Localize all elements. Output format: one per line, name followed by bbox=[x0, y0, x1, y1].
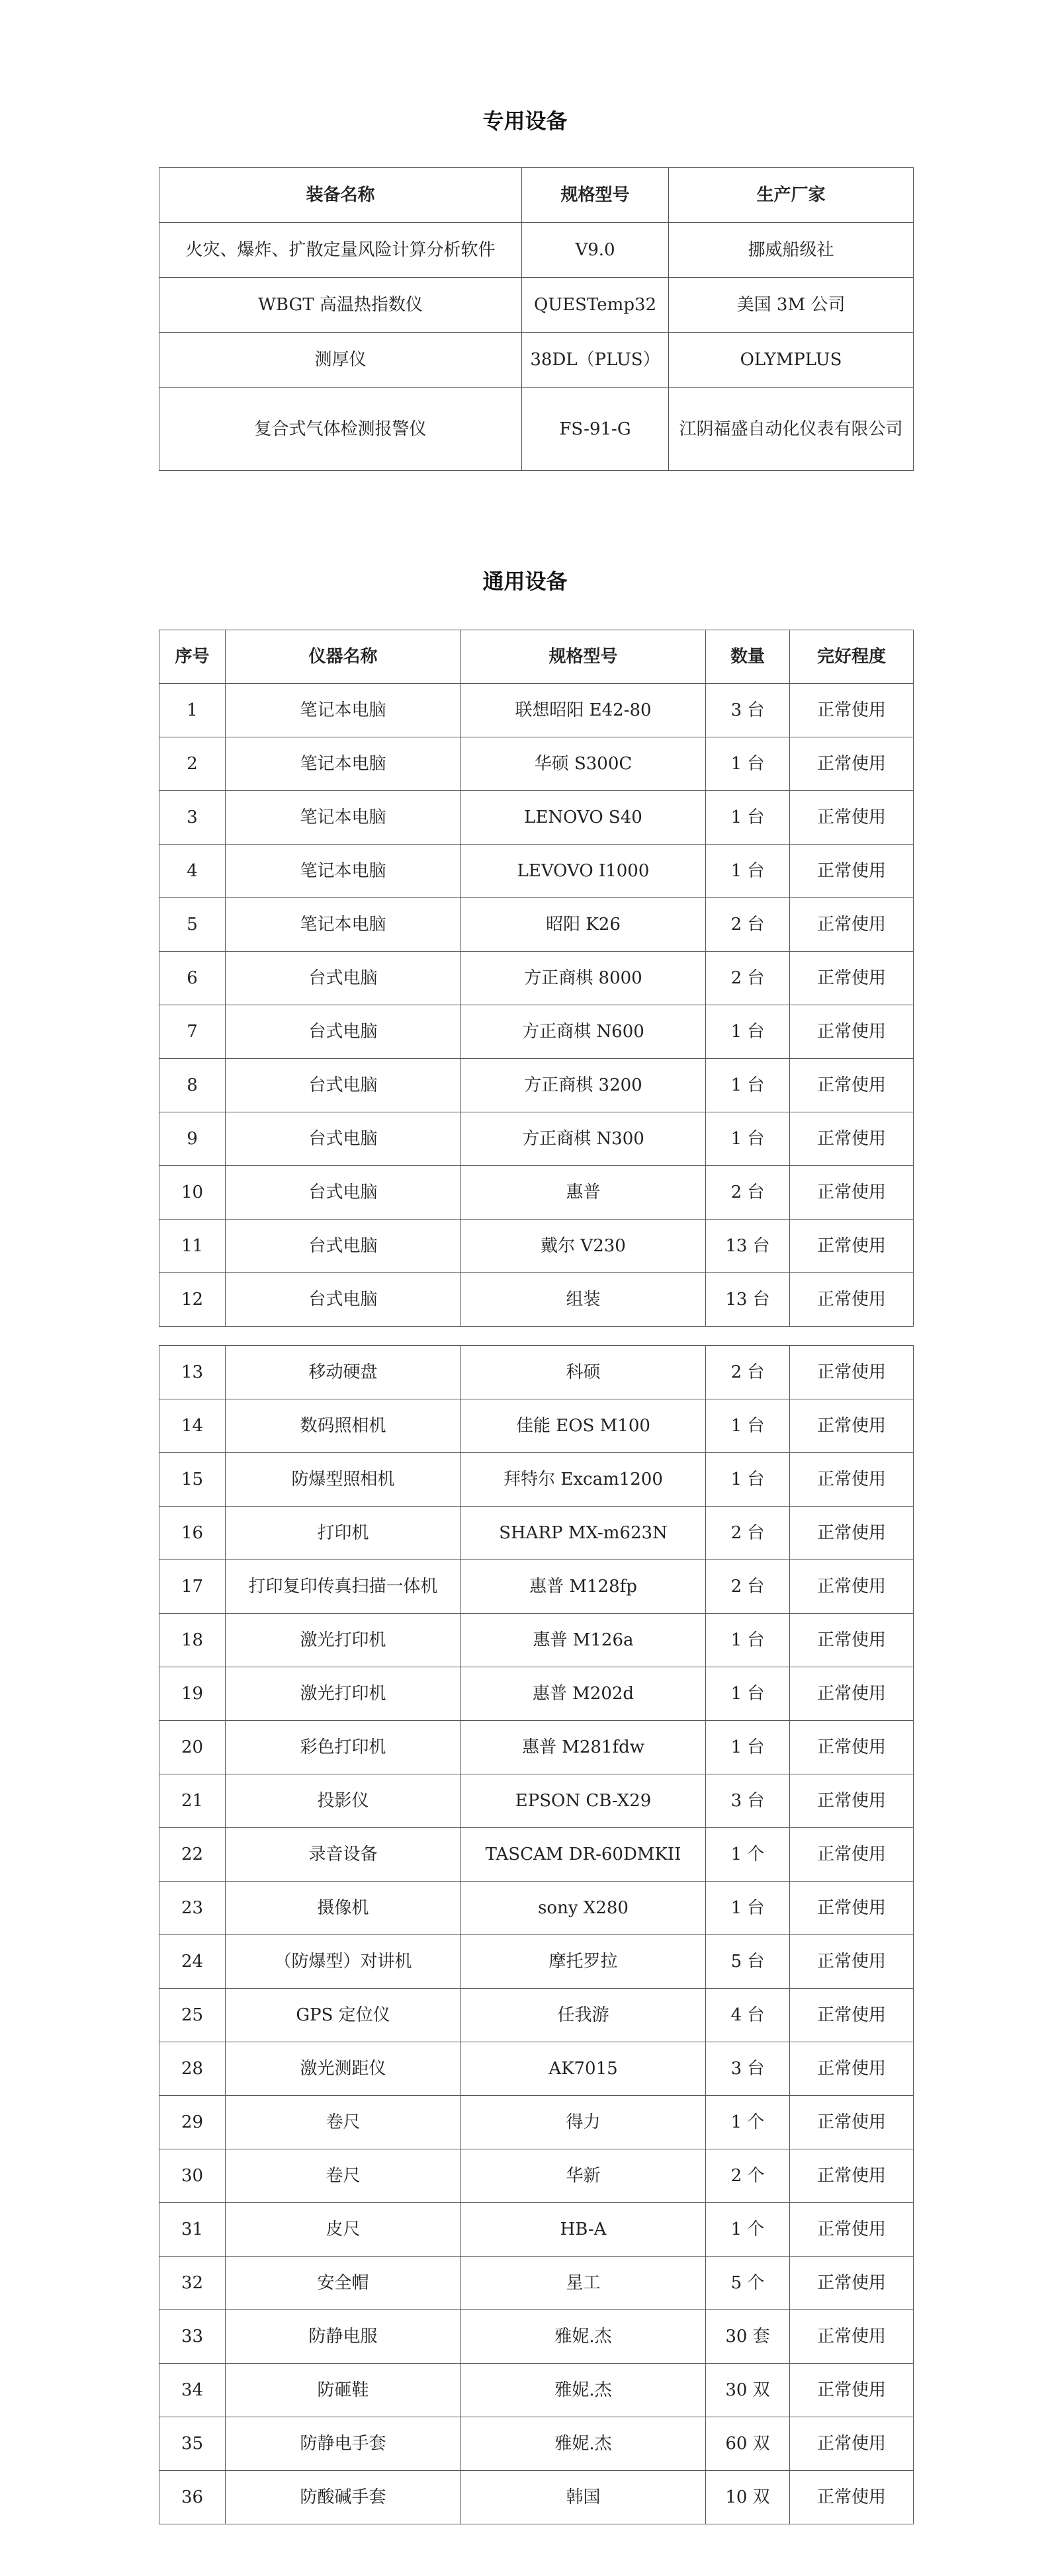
table-row bbox=[159, 1560, 914, 1614]
table-row bbox=[159, 278, 914, 333]
instrument-name-cell: GPS 定位仪 bbox=[226, 1989, 461, 2042]
column-header: 仪器名称 bbox=[226, 630, 461, 684]
index-cell: 23 bbox=[159, 1882, 226, 1935]
table-row bbox=[159, 223, 914, 278]
index-cell: 25 bbox=[159, 1989, 226, 2042]
table-row bbox=[159, 2149, 914, 2203]
condition-cell: 正常使用 bbox=[790, 898, 914, 952]
table-row bbox=[159, 388, 914, 471]
model-cell: 华硕 S300C bbox=[461, 737, 706, 791]
quantity-cell: 1 台 bbox=[706, 1882, 790, 1935]
model-cell: 韩国 bbox=[461, 2471, 706, 2524]
table-row bbox=[159, 952, 914, 1005]
quantity-cell: 13 台 bbox=[706, 1220, 790, 1273]
instrument-name-cell: 皮尺 bbox=[226, 2203, 461, 2257]
index-cell: 29 bbox=[159, 2096, 226, 2149]
table-row bbox=[159, 1774, 914, 1828]
model-cell: EPSON CB-X29 bbox=[461, 1774, 706, 1828]
condition-cell: 正常使用 bbox=[790, 952, 914, 1005]
table-row bbox=[159, 845, 914, 898]
quantity-cell: 1 台 bbox=[706, 1453, 790, 1507]
condition-cell: 正常使用 bbox=[790, 1005, 914, 1059]
model-cell: 组装 bbox=[461, 1273, 706, 1327]
condition-cell: 正常使用 bbox=[790, 1166, 914, 1220]
table-row bbox=[159, 1667, 914, 1721]
index-cell: 6 bbox=[159, 952, 226, 1005]
instrument-name-cell: 笔记本电脑 bbox=[226, 737, 461, 791]
model-cell: HB-A bbox=[461, 2203, 706, 2257]
general-equipment-title: 通用设备 bbox=[482, 569, 568, 594]
condition-cell: 正常使用 bbox=[790, 1399, 914, 1453]
table-header-row bbox=[159, 630, 914, 684]
index-cell: 35 bbox=[159, 2417, 226, 2471]
condition-cell: 正常使用 bbox=[790, 1935, 914, 1989]
model-cell: FS-91-G bbox=[522, 388, 669, 471]
index-cell: 14 bbox=[159, 1399, 226, 1453]
instrument-name-cell: 台式电脑 bbox=[226, 1220, 461, 1273]
equipment-name-cell: 复合式气体检测报警仪 bbox=[159, 388, 522, 471]
model-cell: 戴尔 V230 bbox=[461, 1220, 706, 1273]
model-cell: 任我游 bbox=[461, 1989, 706, 2042]
index-cell: 36 bbox=[159, 2471, 226, 2524]
model-cell: 雅妮.杰 bbox=[461, 2364, 706, 2417]
general-equipment-table-continued bbox=[159, 1345, 914, 2524]
quantity-cell: 1 台 bbox=[706, 791, 790, 845]
index-cell: 24 bbox=[159, 1935, 226, 1989]
table-row bbox=[159, 1989, 914, 2042]
condition-cell: 正常使用 bbox=[790, 1828, 914, 1882]
table-row bbox=[159, 1166, 914, 1220]
index-cell: 34 bbox=[159, 2364, 226, 2417]
special-equipment-table bbox=[159, 167, 914, 471]
condition-cell: 正常使用 bbox=[790, 1220, 914, 1273]
column-header: 装备名称 bbox=[159, 168, 522, 223]
table-row bbox=[159, 684, 914, 737]
instrument-name-cell: 笔记本电脑 bbox=[226, 898, 461, 952]
condition-cell: 正常使用 bbox=[790, 1273, 914, 1327]
general-equipment-table bbox=[159, 630, 914, 1327]
condition-cell: 正常使用 bbox=[790, 2364, 914, 2417]
index-cell: 16 bbox=[159, 1507, 226, 1560]
instrument-name-cell: 激光打印机 bbox=[226, 1614, 461, 1667]
quantity-cell: 1 台 bbox=[706, 1614, 790, 1667]
condition-cell: 正常使用 bbox=[790, 2471, 914, 2524]
index-cell: 15 bbox=[159, 1453, 226, 1507]
column-header: 序号 bbox=[159, 630, 226, 684]
manufacturer-cell: 江阴福盛自动化仪表有限公司 bbox=[669, 388, 914, 471]
model-cell: 科硕 bbox=[461, 1346, 706, 1399]
condition-cell: 正常使用 bbox=[790, 1882, 914, 1935]
index-cell: 7 bbox=[159, 1005, 226, 1059]
table-row bbox=[159, 737, 914, 791]
table-row bbox=[159, 1399, 914, 1453]
quantity-cell: 60 双 bbox=[706, 2417, 790, 2471]
model-cell: AK7015 bbox=[461, 2042, 706, 2096]
table-row bbox=[159, 2364, 914, 2417]
table-row bbox=[159, 2042, 914, 2096]
model-cell: V9.0 bbox=[522, 223, 669, 278]
column-header: 规格型号 bbox=[461, 630, 706, 684]
quantity-cell: 1 台 bbox=[706, 1721, 790, 1774]
index-cell: 3 bbox=[159, 791, 226, 845]
column-header: 规格型号 bbox=[522, 168, 669, 223]
table-row bbox=[159, 2203, 914, 2257]
condition-cell: 正常使用 bbox=[790, 1560, 914, 1614]
condition-cell: 正常使用 bbox=[790, 2149, 914, 2203]
column-header: 完好程度 bbox=[790, 630, 914, 684]
condition-cell: 正常使用 bbox=[790, 1346, 914, 1399]
table-row bbox=[159, 1005, 914, 1059]
model-cell: SHARP MX-m623N bbox=[461, 1507, 706, 1560]
condition-cell: 正常使用 bbox=[790, 2417, 914, 2471]
model-cell: 方正商棋 N600 bbox=[461, 1005, 706, 1059]
index-cell: 1 bbox=[159, 684, 226, 737]
table-row bbox=[159, 1882, 914, 1935]
index-cell: 17 bbox=[159, 1560, 226, 1614]
quantity-cell: 4 台 bbox=[706, 1989, 790, 2042]
instrument-name-cell: 防静电手套 bbox=[226, 2417, 461, 2471]
model-cell: TASCAM DR-60DMKII bbox=[461, 1828, 706, 1882]
condition-cell: 正常使用 bbox=[790, 2257, 914, 2310]
table-row bbox=[159, 2417, 914, 2471]
quantity-cell: 1 台 bbox=[706, 1005, 790, 1059]
instrument-name-cell: 卷尺 bbox=[226, 2096, 461, 2149]
table-row bbox=[159, 2471, 914, 2524]
condition-cell: 正常使用 bbox=[790, 1614, 914, 1667]
index-cell: 21 bbox=[159, 1774, 226, 1828]
model-cell: 惠普 M202d bbox=[461, 1667, 706, 1721]
quantity-cell: 5 台 bbox=[706, 1935, 790, 1989]
instrument-name-cell: 打印机 bbox=[226, 1507, 461, 1560]
table-row bbox=[159, 1507, 914, 1560]
instrument-name-cell: 防砸鞋 bbox=[226, 2364, 461, 2417]
table-row bbox=[159, 898, 914, 952]
index-cell: 5 bbox=[159, 898, 226, 952]
index-cell: 12 bbox=[159, 1273, 226, 1327]
instrument-name-cell: 台式电脑 bbox=[226, 1273, 461, 1327]
instrument-name-cell: 安全帽 bbox=[226, 2257, 461, 2310]
table-row bbox=[159, 1112, 914, 1166]
table-row bbox=[159, 1220, 914, 1273]
quantity-cell: 13 台 bbox=[706, 1273, 790, 1327]
table-row bbox=[159, 1346, 914, 1399]
quantity-cell: 3 台 bbox=[706, 1774, 790, 1828]
column-header: 生产厂家 bbox=[669, 168, 914, 223]
instrument-name-cell: 摄像机 bbox=[226, 1882, 461, 1935]
index-cell: 10 bbox=[159, 1166, 226, 1220]
condition-cell: 正常使用 bbox=[790, 791, 914, 845]
index-cell: 32 bbox=[159, 2257, 226, 2310]
condition-cell: 正常使用 bbox=[790, 1059, 914, 1112]
quantity-cell: 10 双 bbox=[706, 2471, 790, 2524]
instrument-name-cell: 台式电脑 bbox=[226, 1166, 461, 1220]
condition-cell: 正常使用 bbox=[790, 1507, 914, 1560]
condition-cell: 正常使用 bbox=[790, 737, 914, 791]
manufacturer-cell: OLYMPLUS bbox=[669, 333, 914, 388]
model-cell: LENOVO S40 bbox=[461, 791, 706, 845]
equipment-name-cell: 测厚仪 bbox=[159, 333, 522, 388]
instrument-name-cell: 彩色打印机 bbox=[226, 1721, 461, 1774]
table-row bbox=[159, 2310, 914, 2364]
instrument-name-cell: 数码照相机 bbox=[226, 1399, 461, 1453]
index-cell: 31 bbox=[159, 2203, 226, 2257]
instrument-name-cell: 台式电脑 bbox=[226, 952, 461, 1005]
manufacturer-cell: 美国 3M 公司 bbox=[669, 278, 914, 333]
condition-cell: 正常使用 bbox=[790, 1667, 914, 1721]
instrument-name-cell: 笔记本电脑 bbox=[226, 684, 461, 737]
index-cell: 2 bbox=[159, 737, 226, 791]
model-cell: 摩托罗拉 bbox=[461, 1935, 706, 1989]
quantity-cell: 2 台 bbox=[706, 1166, 790, 1220]
table-row bbox=[159, 1614, 914, 1667]
model-cell: 惠普 M281fdw bbox=[461, 1721, 706, 1774]
model-cell: 联想昭阳 E42-80 bbox=[461, 684, 706, 737]
model-cell: 惠普 M128fp bbox=[461, 1560, 706, 1614]
quantity-cell: 1 台 bbox=[706, 1399, 790, 1453]
condition-cell: 正常使用 bbox=[790, 684, 914, 737]
instrument-name-cell: 激光打印机 bbox=[226, 1667, 461, 1721]
quantity-cell: 3 台 bbox=[706, 2042, 790, 2096]
quantity-cell: 1 台 bbox=[706, 845, 790, 898]
quantity-cell: 1 个 bbox=[706, 2203, 790, 2257]
table-row bbox=[159, 1059, 914, 1112]
quantity-cell: 30 套 bbox=[706, 2310, 790, 2364]
index-cell: 22 bbox=[159, 1828, 226, 1882]
table-row bbox=[159, 1935, 914, 1989]
index-cell: 19 bbox=[159, 1667, 226, 1721]
quantity-cell: 3 台 bbox=[706, 684, 790, 737]
index-cell: 9 bbox=[159, 1112, 226, 1166]
quantity-cell: 1 台 bbox=[706, 1059, 790, 1112]
instrument-name-cell: 录音设备 bbox=[226, 1828, 461, 1882]
equipment-name-cell: WBGT 高温热指数仪 bbox=[159, 278, 522, 333]
quantity-cell: 2 台 bbox=[706, 898, 790, 952]
model-cell: LEVOVO I1000 bbox=[461, 845, 706, 898]
model-cell: 佳能 EOS M100 bbox=[461, 1399, 706, 1453]
model-cell: 惠普 bbox=[461, 1166, 706, 1220]
model-cell: QUESTemp32 bbox=[522, 278, 669, 333]
index-cell: 20 bbox=[159, 1721, 226, 1774]
condition-cell: 正常使用 bbox=[790, 2042, 914, 2096]
model-cell: sony X280 bbox=[461, 1882, 706, 1935]
table-row bbox=[159, 1273, 914, 1327]
index-cell: 18 bbox=[159, 1614, 226, 1667]
instrument-name-cell: 笔记本电脑 bbox=[226, 845, 461, 898]
column-header: 数量 bbox=[706, 630, 790, 684]
table-row bbox=[159, 791, 914, 845]
instrument-name-cell: 投影仪 bbox=[226, 1774, 461, 1828]
condition-cell: 正常使用 bbox=[790, 845, 914, 898]
model-cell: 惠普 M126a bbox=[461, 1614, 706, 1667]
instrument-name-cell: 台式电脑 bbox=[226, 1005, 461, 1059]
table-row bbox=[159, 1721, 914, 1774]
manufacturer-cell: 挪威船级社 bbox=[669, 223, 914, 278]
instrument-name-cell: 台式电脑 bbox=[226, 1059, 461, 1112]
table-row bbox=[159, 2096, 914, 2149]
quantity-cell: 2 台 bbox=[706, 1560, 790, 1614]
condition-cell: 正常使用 bbox=[790, 2310, 914, 2364]
instrument-name-cell: 防爆型照相机 bbox=[226, 1453, 461, 1507]
quantity-cell: 5 个 bbox=[706, 2257, 790, 2310]
index-cell: 4 bbox=[159, 845, 226, 898]
model-cell: 方正商棋 N300 bbox=[461, 1112, 706, 1166]
index-cell: 30 bbox=[159, 2149, 226, 2203]
quantity-cell: 2 个 bbox=[706, 2149, 790, 2203]
condition-cell: 正常使用 bbox=[790, 1721, 914, 1774]
model-cell: 方正商棋 8000 bbox=[461, 952, 706, 1005]
special-equipment-title: 专用设备 bbox=[482, 108, 568, 134]
instrument-name-cell: 激光测距仪 bbox=[226, 2042, 461, 2096]
model-cell: 得力 bbox=[461, 2096, 706, 2149]
index-cell: 33 bbox=[159, 2310, 226, 2364]
instrument-name-cell: 笔记本电脑 bbox=[226, 791, 461, 845]
table-row bbox=[159, 1828, 914, 1882]
condition-cell: 正常使用 bbox=[790, 1989, 914, 2042]
model-cell: 雅妮.杰 bbox=[461, 2417, 706, 2471]
condition-cell: 正常使用 bbox=[790, 1453, 914, 1507]
quantity-cell: 2 台 bbox=[706, 1346, 790, 1399]
quantity-cell: 2 台 bbox=[706, 952, 790, 1005]
condition-cell: 正常使用 bbox=[790, 2096, 914, 2149]
table-row bbox=[159, 1453, 914, 1507]
table-row bbox=[159, 2257, 914, 2310]
instrument-name-cell: 防酸碱手套 bbox=[226, 2471, 461, 2524]
model-cell: 星工 bbox=[461, 2257, 706, 2310]
model-cell: 38DL（PLUS） bbox=[522, 333, 669, 388]
instrument-name-cell: （防爆型）对讲机 bbox=[226, 1935, 461, 1989]
instrument-name-cell: 台式电脑 bbox=[226, 1112, 461, 1166]
model-cell: 华新 bbox=[461, 2149, 706, 2203]
equipment-name-cell: 火灾、爆炸、扩散定量风险计算分析软件 bbox=[159, 223, 522, 278]
quantity-cell: 1 台 bbox=[706, 737, 790, 791]
model-cell: 雅妮.杰 bbox=[461, 2310, 706, 2364]
quantity-cell: 1 台 bbox=[706, 1112, 790, 1166]
condition-cell: 正常使用 bbox=[790, 1774, 914, 1828]
model-cell: 昭阳 K26 bbox=[461, 898, 706, 952]
index-cell: 28 bbox=[159, 2042, 226, 2096]
index-cell: 8 bbox=[159, 1059, 226, 1112]
table-row bbox=[159, 333, 914, 388]
quantity-cell: 1 个 bbox=[706, 2096, 790, 2149]
instrument-name-cell: 移动硬盘 bbox=[226, 1346, 461, 1399]
quantity-cell: 1 个 bbox=[706, 1828, 790, 1882]
index-cell: 11 bbox=[159, 1220, 226, 1273]
quantity-cell: 1 台 bbox=[706, 1667, 790, 1721]
model-cell: 方正商棋 3200 bbox=[461, 1059, 706, 1112]
quantity-cell: 2 台 bbox=[706, 1507, 790, 1560]
model-cell: 拜特尔 Excam1200 bbox=[461, 1453, 706, 1507]
condition-cell: 正常使用 bbox=[790, 1112, 914, 1166]
index-cell: 13 bbox=[159, 1346, 226, 1399]
instrument-name-cell: 打印复印传真扫描一体机 bbox=[226, 1560, 461, 1614]
condition-cell: 正常使用 bbox=[790, 2203, 914, 2257]
quantity-cell: 30 双 bbox=[706, 2364, 790, 2417]
instrument-name-cell: 防静电服 bbox=[226, 2310, 461, 2364]
instrument-name-cell: 卷尺 bbox=[226, 2149, 461, 2203]
table-header-row bbox=[159, 168, 914, 223]
